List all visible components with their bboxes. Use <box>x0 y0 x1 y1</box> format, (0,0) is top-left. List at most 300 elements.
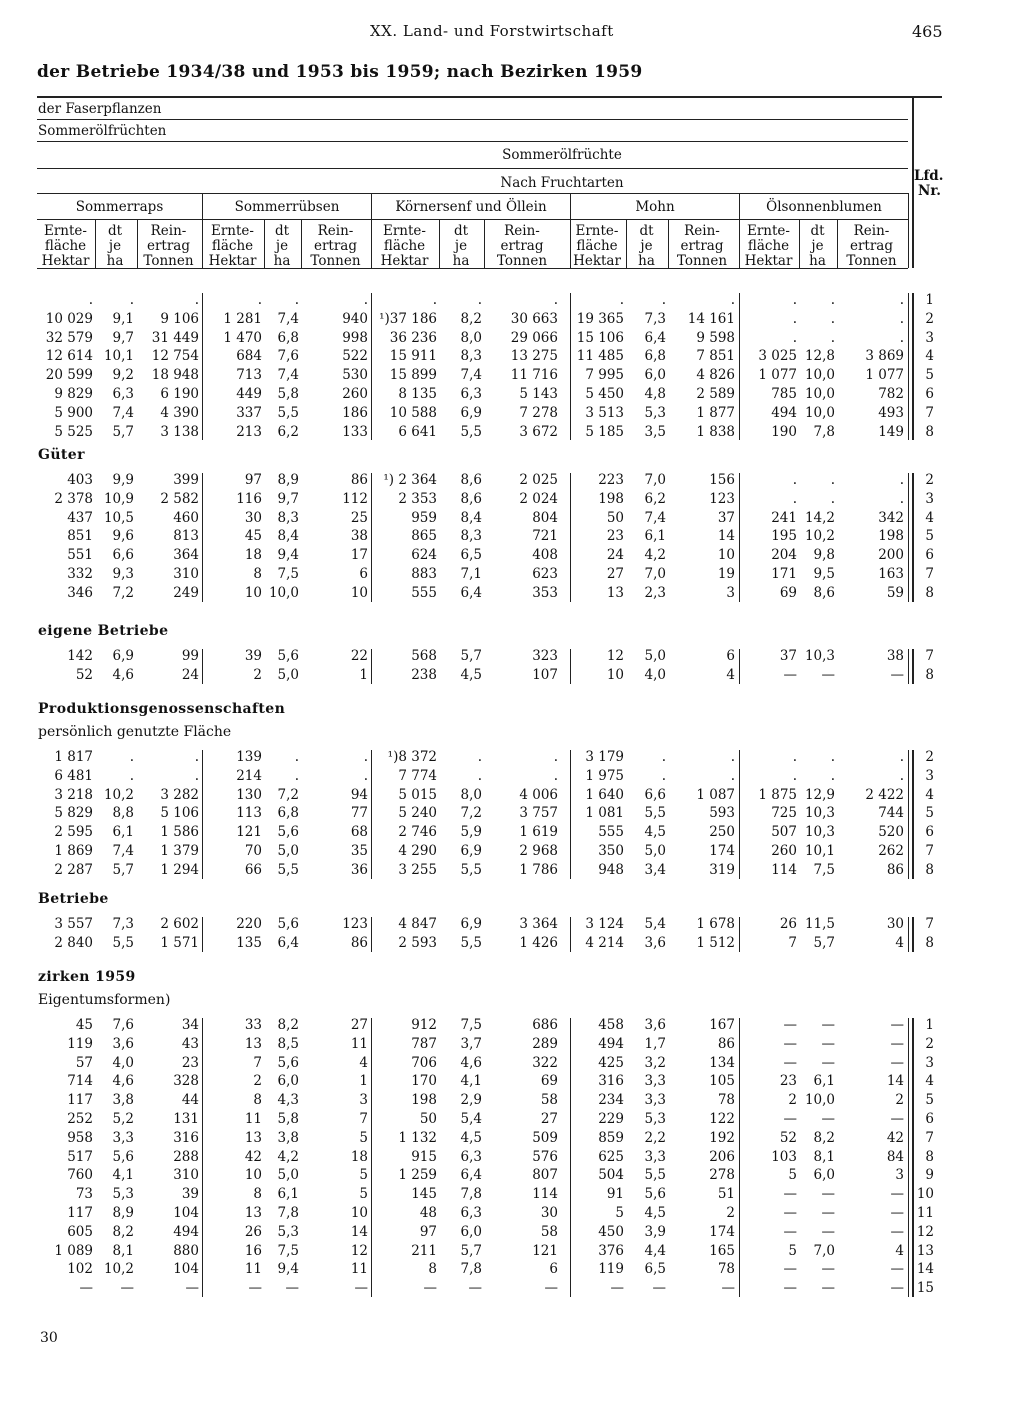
table-cell: 4,0 <box>644 666 666 683</box>
column-rule <box>570 750 571 879</box>
table-cell: 10,0 <box>804 386 835 402</box>
table-cell: . <box>553 292 558 308</box>
table-cell: 8,2 <box>112 1223 134 1240</box>
column-header: Hektar <box>744 253 793 269</box>
table-cell: 8,9 <box>277 472 299 488</box>
table-cell: — <box>821 1111 835 1127</box>
table-cell: 3,4 <box>644 861 666 878</box>
table-cell: 68 <box>350 824 368 841</box>
table-cell: 10 <box>606 666 624 683</box>
rule-line <box>37 219 908 220</box>
table-cell: 948 <box>598 861 624 878</box>
table-cell: 27 <box>540 1111 558 1127</box>
table-cell: 364 <box>173 547 199 564</box>
table-cell: 4,1 <box>460 1073 482 1090</box>
row-number: 6 <box>925 824 934 841</box>
table-cell: 7 995 <box>585 367 624 384</box>
table-cell: 10,1 <box>804 843 835 859</box>
table-cell: 86 <box>350 934 368 951</box>
table-cell: 42 <box>244 1148 262 1165</box>
table-cell: 713 <box>236 367 262 384</box>
table-cell: 123 <box>342 916 368 932</box>
table-cell: 7,3 <box>644 310 666 327</box>
table-cell: 915 <box>411 1148 437 1165</box>
table-cell: . <box>899 310 904 327</box>
table-cell: 45 <box>75 1017 93 1033</box>
table-cell: 135 <box>236 934 262 951</box>
table-cell: 859 <box>598 1129 624 1146</box>
table-cell: 1 875 <box>758 786 797 803</box>
column-header: fläche <box>747 238 790 254</box>
table-cell: 5,0 <box>277 666 299 683</box>
column-header: Tonnen <box>496 253 548 269</box>
column-header: Hektar <box>380 253 429 269</box>
table-cell: . <box>661 767 666 784</box>
table-cell: 8,2 <box>460 310 482 327</box>
row-number: 7 <box>925 1129 934 1146</box>
table-cell: 7 <box>788 934 797 951</box>
column-rule <box>484 219 485 268</box>
table-cell: . <box>619 292 624 308</box>
table-cell: 122 <box>709 1111 735 1127</box>
row-number: 15 <box>916 1280 934 1297</box>
table-cell: 105 <box>709 1073 735 1090</box>
table-cell: 5,5 <box>460 423 482 440</box>
table-cell: 5,8 <box>277 386 299 402</box>
table-cell: 7,8 <box>813 423 835 440</box>
table-cell: 33 <box>244 1017 262 1033</box>
table-cell: 6,4 <box>460 584 482 601</box>
table-cell: 10,0 <box>804 1092 835 1109</box>
table-cell: 14 <box>886 1073 904 1090</box>
table-cell: 2 422 <box>865 786 904 803</box>
table-cell: 593 <box>709 805 735 822</box>
table-cell: . <box>792 292 797 308</box>
table-cell: 2 353 <box>398 490 437 507</box>
table-cell: 11 <box>350 1261 368 1278</box>
table-cell: 319 <box>709 861 735 878</box>
table-cell: 5,7 <box>460 1242 482 1259</box>
table-cell: 5,6 <box>277 648 299 664</box>
table-cell: 5,4 <box>644 916 666 932</box>
table-cell: 494 <box>771 404 797 421</box>
table-cell: 5 015 <box>398 786 437 803</box>
table-cell: 1 281 <box>223 310 262 327</box>
table-cell: . <box>792 472 797 488</box>
table-cell: 998 <box>342 329 368 346</box>
column-rule <box>799 219 800 268</box>
column-rule <box>202 193 203 268</box>
table-cell: 103 <box>771 1148 797 1165</box>
table-cell: 25 <box>350 509 368 526</box>
table-cell: 1 294 <box>160 861 199 878</box>
row-number: 8 <box>925 861 934 878</box>
table-cell: — <box>468 1280 482 1297</box>
table-cell: . <box>432 292 437 308</box>
table-cell: 11,5 <box>804 916 835 932</box>
table-cell: 214 <box>236 767 262 784</box>
table-cell: . <box>194 749 199 765</box>
column-rule <box>912 293 914 440</box>
table-cell: 2 <box>253 1073 262 1090</box>
table-cell: — <box>248 1280 262 1297</box>
table-cell: 10,1 <box>103 348 134 365</box>
table-cell: 5,5 <box>460 934 482 951</box>
table-cell: 7,4 <box>644 509 666 526</box>
fruit-group-label: Körnersenf und Öllein <box>395 199 547 215</box>
table-cell: 4,1 <box>112 1167 134 1184</box>
table-cell: 31 449 <box>151 329 199 346</box>
table-cell: — <box>652 1280 666 1297</box>
table-cell: 213 <box>236 423 262 440</box>
table-cell: 3 124 <box>585 916 624 932</box>
section-subheading: Eigentumsformen) <box>38 992 171 1008</box>
table-cell: 59 <box>886 584 904 601</box>
rule-line <box>37 141 908 142</box>
table-cell: 3,3 <box>644 1073 666 1090</box>
table-cell: 134 <box>709 1054 735 1071</box>
table-cell: 9,1 <box>112 310 134 327</box>
table-cell: 5,6 <box>112 1148 134 1165</box>
column-rule <box>371 293 372 440</box>
table-cell: 804 <box>532 509 558 526</box>
table-cell: 8,0 <box>460 329 482 346</box>
table-cell: — <box>120 1280 134 1297</box>
table-cell: 262 <box>878 843 904 859</box>
table-cell: — <box>354 1280 368 1297</box>
table-cell: 5,9 <box>460 824 482 841</box>
column-header: ertrag <box>500 238 544 254</box>
section-heading: Güter <box>38 447 85 463</box>
table-cell: 5 106 <box>160 805 199 822</box>
table-cell: 234 <box>598 1092 624 1109</box>
table-cell: . <box>899 490 904 507</box>
column-header: ertrag <box>680 238 724 254</box>
table-cell: . <box>730 749 735 765</box>
column-header: Tonnen <box>143 253 194 269</box>
table-cell: 6,0 <box>813 1167 835 1184</box>
table-cell: 322 <box>532 1054 558 1071</box>
table-cell: 241 <box>771 509 797 526</box>
row-number: 2 <box>925 1035 934 1052</box>
table-cell: 5,2 <box>112 1111 134 1127</box>
column-header: Rein- <box>504 223 540 239</box>
table-cell: 4 006 <box>519 786 558 803</box>
row-number: 7 <box>925 843 934 859</box>
table-cell: 782 <box>878 386 904 402</box>
table-cell: 7,4 <box>112 404 134 421</box>
table-cell: 576 <box>532 1148 558 1165</box>
table-cell: 2 024 <box>519 490 558 507</box>
table-cell: 44 <box>181 1092 199 1109</box>
table-cell: 288 <box>173 1148 199 1165</box>
table-cell: 5 900 <box>54 404 93 421</box>
column-header: Ernte- <box>44 223 87 239</box>
table-cell: 7,2 <box>277 786 299 803</box>
table-cell: 77 <box>350 805 368 822</box>
table-cell: . <box>661 749 666 765</box>
table-cell: 5 450 <box>585 386 624 402</box>
table-cell: 23 <box>606 528 624 545</box>
column-header: Ernte- <box>211 223 254 239</box>
table-cell: 1 259 <box>398 1167 437 1184</box>
column-header: ertrag <box>146 238 190 254</box>
column-rule <box>912 649 914 684</box>
table-cell: 192 <box>709 1129 735 1146</box>
table-cell: 7 <box>253 1054 262 1071</box>
table-cell: 10,3 <box>804 648 835 664</box>
table-cell: 113 <box>236 805 262 822</box>
table-cell: 211 <box>411 1242 437 1259</box>
table-cell: 7,0 <box>813 1242 835 1259</box>
table-cell: 1 087 <box>696 786 735 803</box>
table-cell: . <box>899 329 904 346</box>
table-cell: 34 <box>181 1017 199 1033</box>
column-rule <box>739 917 740 952</box>
section-heading: Produktionsgenossenschaften <box>38 701 286 717</box>
table-cell: 4,5 <box>460 666 482 683</box>
table-cell: 8,9 <box>112 1205 134 1221</box>
row-number: 3 <box>925 329 934 346</box>
table-cell: 4 847 <box>398 916 437 932</box>
column-header: ha <box>106 253 124 269</box>
table-cell: 551 <box>67 547 93 564</box>
column-rule <box>202 917 203 952</box>
table-cell: 1,7 <box>644 1035 666 1052</box>
table-cell: 3 757 <box>519 805 558 822</box>
row-number: 10 <box>916 1186 934 1203</box>
table-cell: 86 <box>350 472 368 488</box>
table-cell: 7,3 <box>112 916 134 932</box>
table-cell: 12 614 <box>45 348 93 365</box>
table-cell: 4,6 <box>112 666 134 683</box>
table-cell: . <box>730 767 735 784</box>
running-header: XX. Land- und Forstwirtschaft <box>370 22 614 40</box>
table-cell: 94 <box>350 786 368 803</box>
table-cell: — <box>783 1261 797 1278</box>
table-cell: — <box>890 1035 904 1052</box>
table-cell: 7,1 <box>460 566 482 582</box>
table-cell: 7,5 <box>460 1017 482 1033</box>
table-cell: — <box>79 1280 93 1297</box>
column-header: ha <box>273 253 291 269</box>
table-cell: 12 <box>350 1242 368 1259</box>
table-cell: 15 899 <box>389 367 437 384</box>
table-cell: 6,8 <box>277 329 299 346</box>
table-cell: 36 236 <box>389 329 437 346</box>
table-cell: 50 <box>606 509 624 526</box>
table-cell: 1 <box>359 1073 368 1090</box>
column-rule <box>912 750 914 879</box>
table-cell: 912 <box>411 1017 437 1033</box>
column-header: ertrag <box>849 238 893 254</box>
column-rule <box>371 917 372 952</box>
table-cell: 12 <box>606 648 624 664</box>
table-cell: . <box>792 490 797 507</box>
table-cell: 195 <box>771 528 797 545</box>
column-rule <box>912 473 914 602</box>
table-cell: 3 255 <box>398 861 437 878</box>
table-cell: — <box>821 1261 835 1278</box>
column-rule <box>912 1018 914 1297</box>
table-cell: 4 826 <box>696 367 735 384</box>
table-cell: 5,7 <box>112 423 134 440</box>
table-cell: 6 <box>549 1261 558 1278</box>
table-cell: . <box>553 767 558 784</box>
table-cell: . <box>477 767 482 784</box>
table-cell: 2,2 <box>644 1129 666 1146</box>
table-cell: 350 <box>598 843 624 859</box>
table-cell: 3 282 <box>160 786 199 803</box>
table-cell: 119 <box>67 1035 93 1052</box>
table-cell: 5,7 <box>460 648 482 664</box>
table-cell: 123 <box>709 490 735 507</box>
column-header: dt <box>107 223 123 239</box>
table-cell: 190 <box>771 423 797 440</box>
table-cell: 4,0 <box>112 1054 134 1071</box>
table-cell: 1 640 <box>585 786 624 803</box>
table-cell: 10,5 <box>103 509 134 526</box>
table-cell: 1 975 <box>585 767 624 784</box>
table-cell: 1 877 <box>696 404 735 421</box>
table-cell: 117 <box>67 1092 93 1109</box>
table-cell: 2 746 <box>398 824 437 841</box>
table-cell: 1 678 <box>696 916 735 932</box>
table-cell: 522 <box>342 348 368 365</box>
column-header: je <box>811 238 824 254</box>
table-cell: 2 378 <box>54 490 93 507</box>
table-cell: 6,4 <box>460 1167 482 1184</box>
table-cell: 174 <box>709 843 735 859</box>
table-cell: 760 <box>67 1167 93 1184</box>
table-cell: — <box>783 1280 797 1297</box>
table-cell: 2 595 <box>54 824 93 841</box>
row-number: 4 <box>925 348 934 365</box>
table-cell: 10 <box>244 1167 262 1184</box>
column-header: Ernte- <box>383 223 426 239</box>
table-cell: 39 <box>181 1186 199 1203</box>
table-cell: 6,6 <box>644 786 666 803</box>
table-cell: 8,5 <box>277 1035 299 1052</box>
table-cell: 57 <box>75 1054 93 1071</box>
table-cell: 2,9 <box>460 1092 482 1109</box>
table-cell: 686 <box>532 1017 558 1033</box>
table-cell: . <box>194 292 199 308</box>
table-cell: 4,5 <box>644 1205 666 1221</box>
table-cell: 4,2 <box>277 1148 299 1165</box>
table-cell: 36 <box>350 861 368 878</box>
table-cell: 3 672 <box>519 423 558 440</box>
table-cell: 130 <box>236 786 262 803</box>
table-cell: 51 <box>717 1186 735 1203</box>
table-cell: 10,2 <box>103 786 134 803</box>
rule-line <box>37 268 908 269</box>
table-cell: 27 <box>606 566 624 582</box>
table-cell: . <box>899 749 904 765</box>
table-cell: 504 <box>598 1167 624 1184</box>
column-rule <box>570 649 571 684</box>
table-cell: 7 278 <box>519 404 558 421</box>
table-cell: 99 <box>181 648 199 664</box>
table-cell: 7,0 <box>644 472 666 488</box>
column-rule <box>739 193 740 268</box>
table-cell: 450 <box>598 1223 624 1240</box>
header-line3: Sommerölfrüchte <box>502 147 622 163</box>
table-cell: 623 <box>532 566 558 582</box>
table-cell: 787 <box>411 1035 437 1052</box>
table-cell: 725 <box>771 805 797 822</box>
header-line1: der Faserpflanzen <box>38 101 162 117</box>
table-cell: 7,6 <box>112 1017 134 1033</box>
table-cell: — <box>821 1205 835 1221</box>
table-cell: 107 <box>532 666 558 683</box>
table-cell: 17 <box>350 547 368 564</box>
table-cell: 171 <box>771 566 797 582</box>
table-cell: — <box>783 1017 797 1033</box>
column-header: Hektar <box>41 253 90 269</box>
column-rule <box>371 473 372 602</box>
column-rule <box>570 917 571 952</box>
table-cell: — <box>721 1280 735 1297</box>
table-cell: 229 <box>598 1111 624 1127</box>
table-cell: 399 <box>173 472 199 488</box>
fruit-group-label: Ölsonnenblumen <box>766 199 882 215</box>
table-cell: — <box>890 1223 904 1240</box>
table-cell: — <box>890 1054 904 1071</box>
column-header: fläche <box>44 238 87 254</box>
table-cell: 7 851 <box>696 348 735 365</box>
column-rule <box>837 219 838 268</box>
header-line4: Nach Fruchtarten <box>500 175 624 191</box>
column-rule <box>202 1018 203 1297</box>
table-cell: 449 <box>236 386 262 402</box>
column-rule <box>908 1018 909 1297</box>
table-cell: 13 <box>244 1205 262 1221</box>
row-number: 1 <box>925 1017 934 1033</box>
table-cell: 3,6 <box>644 934 666 951</box>
table-cell: 568 <box>411 648 437 664</box>
table-cell: . <box>553 749 558 765</box>
table-cell: 5,5 <box>644 1167 666 1184</box>
table-cell: 5,5 <box>112 934 134 951</box>
table-cell: 198 <box>411 1092 437 1109</box>
column-rule <box>371 1018 372 1297</box>
table-cell: 13 275 <box>510 348 558 365</box>
table-cell: 91 <box>606 1186 624 1203</box>
nr-label: Nr. <box>918 183 941 199</box>
table-cell: 8,6 <box>460 472 482 488</box>
column-header: fläche <box>576 238 618 254</box>
table-cell: 1 426 <box>519 934 558 951</box>
table-cell: . <box>830 310 835 327</box>
table-cell: 102 <box>67 1261 93 1278</box>
table-cell: 4 214 <box>585 934 624 951</box>
column-rule <box>570 193 571 268</box>
fruit-group-label: Sommerrübsen <box>234 199 340 215</box>
column-header: je <box>454 238 468 254</box>
table-cell: 8 <box>253 1186 262 1203</box>
section-heading: zirken 1959 <box>38 969 136 985</box>
table-cell: 1 077 <box>758 367 797 384</box>
column-header: Ernte- <box>747 223 790 239</box>
table-cell: ¹) 2 364 <box>383 472 437 488</box>
table-cell: 2 840 <box>54 934 93 951</box>
table-cell: 408 <box>532 547 558 564</box>
table-cell: 3,3 <box>644 1092 666 1109</box>
table-cell: 10,2 <box>103 1261 134 1278</box>
table-cell: 337 <box>236 404 262 421</box>
table-cell: 8,0 <box>460 786 482 803</box>
